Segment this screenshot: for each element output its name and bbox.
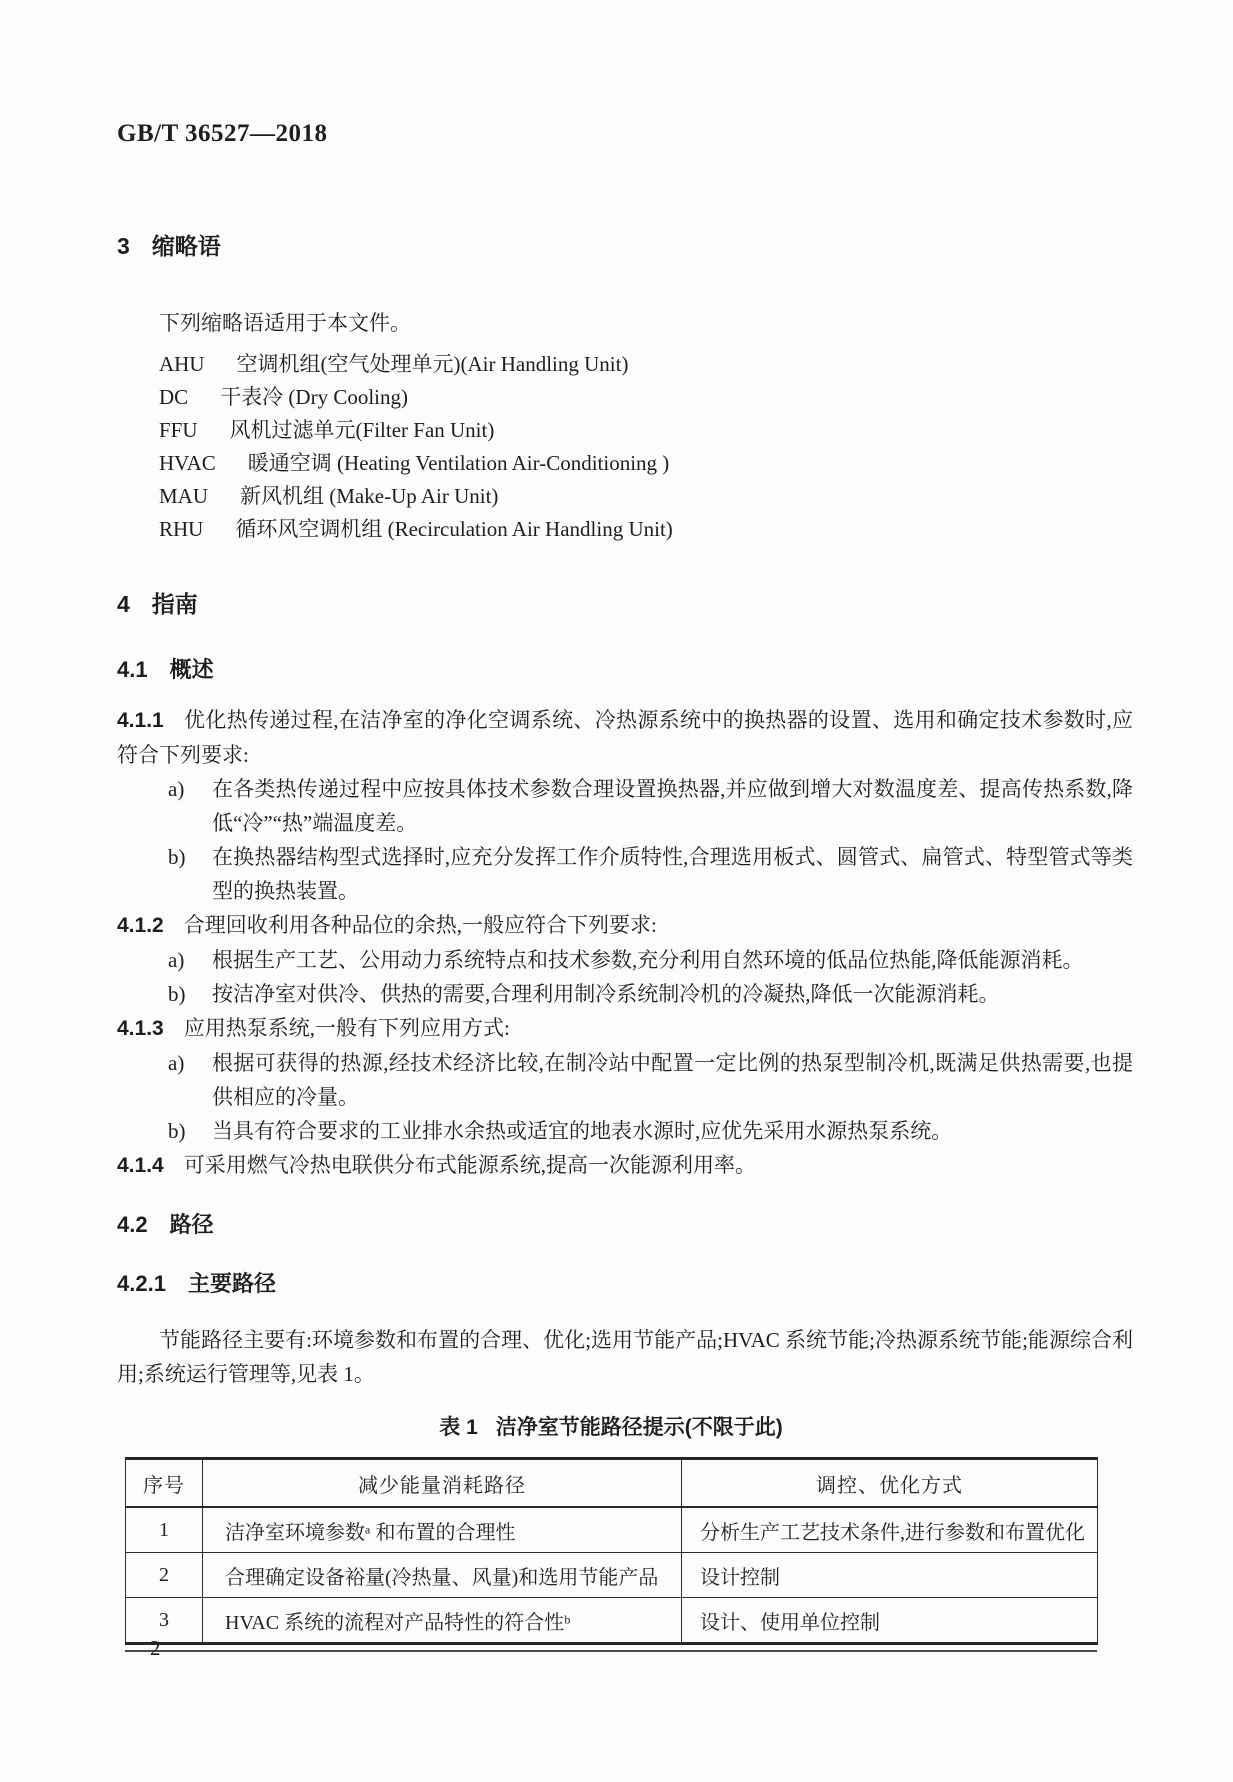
clause-number: 4.1.1 [117, 709, 164, 732]
table-row [126, 1553, 1098, 1598]
section-4-2-heading [117, 1211, 1133, 1238]
list-item-label: b) [168, 982, 186, 1006]
clause-text: 合理回收利用各种品位的余热,一般应符合下列要求: [183, 913, 657, 937]
cell-index: 2 [126, 1553, 203, 1598]
section-4-2-1-number: 4.2.1 [117, 1271, 166, 1296]
section-4-number: 4 [117, 591, 130, 617]
section-4-1-title: 概述 [169, 657, 214, 682]
list-item-text: 在各类热传递过程中应按具体技术参数合理设置换热器,并应做到增大对数温度差、提高传热系数,降低“冷”“热”端温度差。 [212, 777, 1133, 835]
list-item-label: a) [168, 948, 185, 972]
clause-4-1-2-item-a [117, 943, 1133, 977]
abbreviation-item-dc [117, 381, 1133, 414]
section-4-2-1-heading [117, 1270, 1133, 1297]
table-1-caption-text: 洁净室节能路径提示(不限于此) [495, 1416, 783, 1439]
clause-4-1-2 [117, 908, 1133, 943]
section-4-2-1-title: 主要路径 [187, 1271, 276, 1296]
clause-4-1-3 [117, 1011, 1133, 1046]
abbreviations-intro: 下列缩略语适用于本文件。 [159, 311, 411, 335]
abbreviation-code: DC [159, 385, 189, 409]
cell-control: 设计、使用单位控制 [682, 1598, 1098, 1644]
clause-4-1-1-item-a [117, 772, 1133, 840]
clause-4-1-3-item-b [117, 1114, 1133, 1148]
cell-path: 洁净室环境参数ᵃ 和布置的合理性 [203, 1507, 682, 1553]
list-item-label: b) [168, 1119, 186, 1143]
column-header-control: 调控、优化方式 [682, 1459, 1098, 1508]
clause-number: 4.1.3 [117, 1017, 164, 1040]
abbreviation-item-mau [117, 480, 1133, 513]
section-4-1-body [117, 703, 1133, 1183]
table-1-caption [125, 1415, 1097, 1441]
cell-path: HVAC 系统的流程对产品特性的符合性ᵇ [203, 1598, 682, 1644]
clause-4-1-2-item-b [117, 977, 1133, 1011]
section-4-1-number: 4.1 [117, 657, 148, 682]
clause-number: 4.1.2 [117, 914, 164, 937]
cell-path: 合理确定设备裕量(冷热量、风量)和选用节能产品 [203, 1553, 682, 1598]
clause-4-1-3-item-a [117, 1046, 1133, 1114]
clause-text: 应用热泵系统,一般有下列应用方式: [183, 1016, 510, 1040]
abbreviations-list [117, 348, 1133, 546]
section-3-title: 缩略语 [151, 233, 221, 259]
abbreviation-code: RHU [159, 517, 204, 541]
table-header-row [126, 1459, 1098, 1508]
abbreviation-definition: 空调机组(空气处理单元)(Air Handling Unit) [236, 352, 629, 376]
abbreviation-item-rhu [117, 513, 1133, 546]
table-row [126, 1598, 1098, 1644]
abbreviation-code: MAU [159, 484, 209, 508]
cell-index: 3 [126, 1598, 203, 1644]
list-item-label: a) [168, 1051, 185, 1075]
cell-control: 分析生产工艺技术条件,进行参数和布置优化 [682, 1507, 1098, 1553]
list-item-text: 在换热器结构型式选择时,应充分发挥工作介质特性,合理选用板式、圆管式、扁管式、特型管式等类型的换热装置。 [212, 845, 1133, 903]
list-item-label: b) [168, 845, 186, 869]
section-3-heading [117, 232, 1133, 260]
clause-number: 4.1.4 [117, 1154, 164, 1177]
clause-4-1-1 [117, 703, 1133, 772]
cell-control: 设计控制 [682, 1553, 1098, 1598]
abbreviation-code: FFU [159, 418, 198, 442]
abbreviation-code: AHU [159, 352, 205, 376]
clause-4-1-1-item-b [117, 840, 1133, 908]
clause-text: 可采用燃气冷热电联供分布式能源系统,提高一次能源利用率。 [183, 1153, 756, 1177]
table-row [126, 1507, 1098, 1553]
section-4-heading [117, 590, 1133, 618]
abbreviation-item-ffu [117, 414, 1133, 447]
section-4-title: 指南 [151, 591, 198, 617]
abbreviation-definition: 暖通空调 (Heating Ventilation Air-Conditioning ) [247, 451, 670, 475]
abbreviation-definition: 风机过滤单元(Filter Fan Unit) [229, 418, 495, 442]
clause-text: 优化热传递过程,在洁净室的净化空调系统、冷热源系统中的换热器的设置、选用和确定技术参数时,应符合下列要求: [117, 708, 1133, 767]
section-4-1-heading [117, 656, 1133, 683]
clause-4-1-4 [117, 1148, 1133, 1183]
column-header-index: 序号 [126, 1459, 203, 1508]
table-1 [125, 1457, 1098, 1645]
list-item-text: 当具有符合要求的工业排水余热或适宜的地表水源时,应优先采用水源热泵系统。 [212, 1119, 953, 1143]
section-4-2-number: 4.2 [117, 1212, 148, 1237]
cell-index: 1 [126, 1507, 203, 1553]
abbreviation-definition: 新风机组 (Make-Up Air Unit) [240, 484, 499, 508]
table-1-container [125, 1457, 1097, 1652]
abbreviation-item-hvac [117, 447, 1133, 480]
section-4-2-1-paragraph: 节能路径主要有:环境参数和布置的合理、优化;选用节能产品;HVAC 系统节能;冷热源系统节能;能源综合利用;系统运行管理等,见表 1。 [117, 1328, 1133, 1386]
table-1-caption-label: 表 1 [439, 1416, 478, 1439]
page-content [117, 0, 1133, 1652]
section-3-number: 3 [117, 233, 130, 259]
abbreviation-definition: 循环风空调机组 (Recirculation Air Handling Unit) [235, 517, 673, 541]
abbreviation-item-ahu [117, 348, 1133, 381]
page-number: 2 [150, 1636, 161, 1660]
list-item-label: a) [168, 777, 185, 801]
column-header-path: 减少能量消耗路径 [203, 1459, 682, 1508]
list-item-text: 根据生产工艺、公用动力系统特点和技术参数,充分利用自然环境的低品位热能,降低能源消耗。 [212, 948, 1084, 972]
list-item-text: 按洁净室对供冷、供热的需要,合理利用制冷系统制冷机的冷凝热,降低一次能源消耗。 [212, 982, 1000, 1006]
section-4-2-title: 路径 [169, 1212, 214, 1237]
abbreviation-definition: 干表冷 (Dry Cooling) [220, 385, 409, 409]
list-item-text: 根据可获得的热源,经技术经济比较,在制冷站中配置一定比例的热泵型制冷机,既满足供热需要,也提供相应的冷量。 [212, 1051, 1133, 1109]
abbreviation-code: HVAC [159, 451, 216, 475]
standard-number: GB/T 36527—2018 [117, 120, 328, 147]
